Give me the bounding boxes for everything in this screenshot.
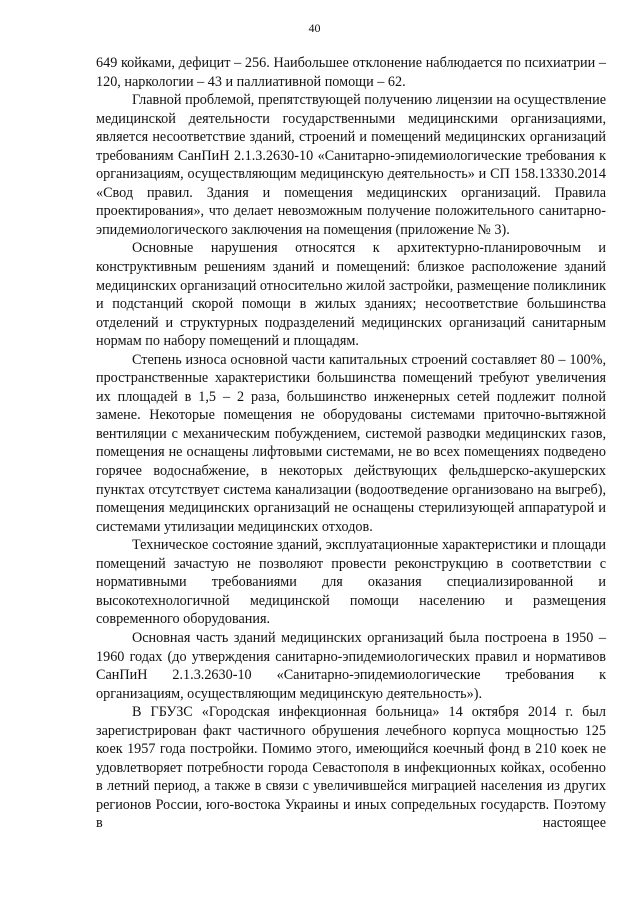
text-body (96, 54, 606, 833)
page-number: 40 (308, 21, 321, 35)
paragraph-licensing-problem: Главной проблемой, препятствующей получению лицензии на осуществление медицинской деятельности государственными медицинскими организациями, является несоответствие зданий, строений и помещений медицинских организаций требованиям СанПиН 2.1.3.2630-10 «Санитарно-эпидемиологические требования к организациям, осуществляющим медицинскую деятельность» и СП 158.13330.2014 «Свод правил. Здания и помещения медицинских организаций. Правила проектирования», что делает невозможным получение положительного санитарно-эпидемиологического заключения на помещения (приложение № 3). (96, 92, 606, 238)
paragraph-wear-degree: Степень износа основной части капитальных строений составляет 80 – 100%, пространственные характеристики большинства помещений требуют увеличения их площадей в 1,5 – 2 раза, большинство инженерных сетей подлежит полной замене. Некоторые помещения не оборудованы системами приточно-вытяжной вентиляции с механическим побуждением, системой разводки медицинских газов, помещения не оснащены лифтовыми системами, не во всех помещениях подведено горячее водоснабжение, в некоторых действующих фельдшерско-акушерских пунктах отсутствует система канализации (водоотведение организовано на выгреб), помещения медицинских организаций не оснащены стерилизующей аппаратурой и системами утилизации медицинских отходов. (96, 351, 606, 535)
paragraph-construction-period: Основная часть зданий медицинских организаций была построена в 1950 – 1960 годах (до утверждения санитарно-эпидемиологических правил и нормативов СанПиН 2.1.3.2630-10 «Санитарно-эпидемиологические требования к организациям, осуществляющим медицинскую деятельность»). (96, 629, 606, 702)
paragraph-main-violations: Основные нарушения относятся к архитектурно-планировочным и конструктивным решениям зданий и помещений: близкое расположение зданий медицинских организаций относительно жилой застройки, размещение поликлиник и подстанций скорой помощи в жилых зданиях; несоответствие большинства отделений и структурных подразделений медицинских организаций санитарным нормам по набору помещений и площадям. (96, 240, 606, 350)
paragraph-infectious-hospital: В ГБУЗС «Городская инфекционная больница» 14 октября 2014 г. был зарегистрирован факт частичного обрушения лечебного корпуса мощностью 125 коек 1957 года постройки. Помимо этого, имеющийся коечный фонд в 210 коек не удовлетворяет потребности города Севастополя в инфекционных койках, особенно в летний период, а также в связи с увеличившейся миграцией населения из других регионов России, юго-востока Украины и иных сопредельных государств. Поэтому в настоящее (96, 704, 606, 832)
paragraph-continuation: 649 койками, дефицит – 256. Наибольшее отклонение наблюдается по психиатрии – 120, наркологии – 43 и паллиативной помощи – 62. (96, 55, 606, 90)
paragraph-technical-condition: Техническое состояние зданий, эксплуатационные характеристики и площади помещений зачастую не позволяют провести реконструкцию в соответствии с нормативными требованиями для оказания специализированной и высокотехнологичной медицинской помощи населению и размещения современного оборудования. (96, 537, 606, 628)
